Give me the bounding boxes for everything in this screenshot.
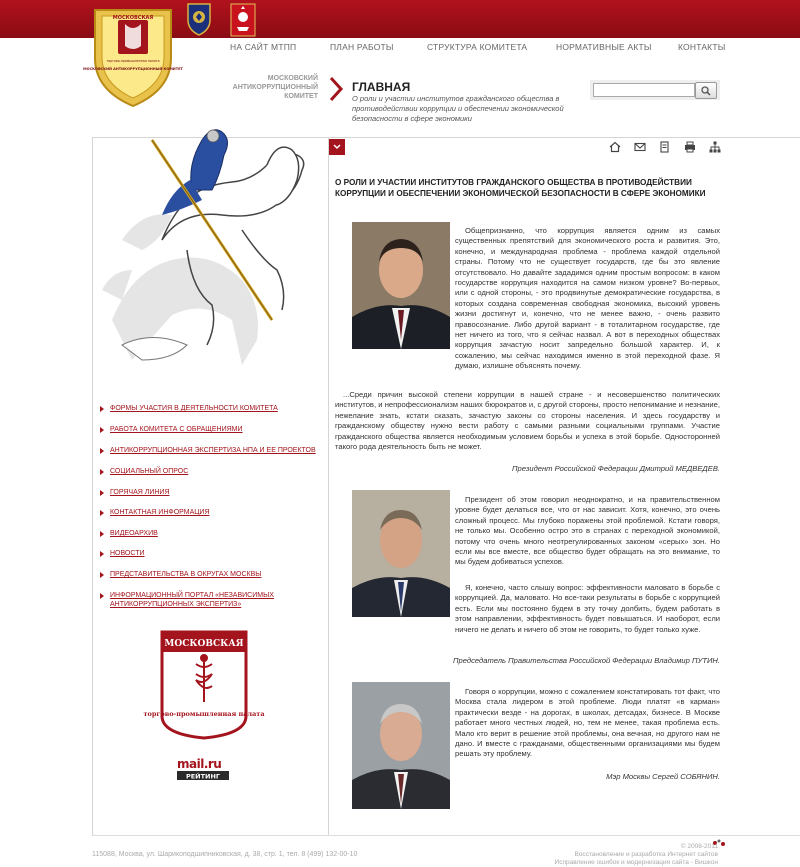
page-subtitle: О роли и участии институтов гражданского общества в противодействии коррупции и обеспечении экономической безопасности в сфере экономики <box>352 94 564 123</box>
search-panel <box>590 80 720 100</box>
committee-logo[interactable] <box>83 4 183 108</box>
footer-divider <box>92 835 800 836</box>
search-icon <box>696 83 716 98</box>
home-icon[interactable] <box>609 141 621 153</box>
sidebar-item-contacts[interactable]: КОНТАКТНАЯ ИНФОРМАЦИЯ <box>100 508 320 517</box>
nav-item-plan[interactable]: ПЛАН РАБОТЫ <box>330 42 394 52</box>
signature-medvedev: Президент Российской Федерации Дмитрий МЕДВЕДЕВ. <box>511 464 720 473</box>
nav-item-contacts[interactable]: КОНТАКТЫ <box>678 42 726 52</box>
putin-photo <box>352 490 450 617</box>
search-input[interactable] <box>593 83 695 97</box>
sidebar-item-expertise[interactable]: АНТИКОРРУПЦИОННАЯ ЭКСПЕРТИЗА НПА И ЕЕ ПРОЕКТОВ <box>100 446 320 455</box>
saint-george-illustration <box>92 120 312 370</box>
toggle-button[interactable] <box>329 139 345 155</box>
moscow-emblem-icon <box>230 3 256 37</box>
chevron-icon <box>329 139 345 155</box>
sidebar-item-video[interactable]: ВИДЕОАРХИВ <box>100 529 320 538</box>
signature-putin: Председатель Правительства Российской Федерации Владимир ПУТИН. <box>453 656 720 665</box>
logo-text-top: МОСКОВСКАЯ <box>112 15 154 21</box>
cci-logo-top: МОСКОВСКАЯ <box>164 639 244 649</box>
sidebar-item-news[interactable]: НОВОСТИ <box>100 549 320 558</box>
chamber-of-commerce-logo[interactable] <box>143 630 265 740</box>
sidebar-item-districts[interactable]: ПРЕДСТАВИТЕЛЬСТВА В ОКРУГАХ МОСКВЫ <box>100 570 320 579</box>
article-paragraph-1a: Общепризнанно, что коррупция является одним из самых существенных препятствий для экономического роста и развития. Это, конечно, и международная проблема - проблема каждой отдельной страны. Потому что не существует государств, где бы это явление отсутствовало. Но давайте зададимся одним простым вопросом: в каком государстве коррупция находится на самом низком уровне? Во-первых, или с одной стороны, - это продвинутые демократические государства, в которых создана современная свободная экономика, высокий уровень жизни достигнут и, конечно, что не менее важно, - очень развито правосознание. Либо другой вариант - в тоталитарном государстве, где нет ничего из того, что я сейчас назвал. А вот в переходных обществах коррупция зачастую носит запредельно большой характер. И, к сожалению, мы сейчас находимся именно в этой переходной фазе. Я думаю, излишне объяснять почему. <box>455 226 720 371</box>
article-paragraph-4: Я, конечно, часто слышу вопрос: эффективности маловато в борьбе с коррупцией. Да, маловато. Но все-таки результаты в борьбе с коррупцией есть. Если мы постоянно будем в эту точку долбить, будем работать в этом направлении, эффективность будет повышаться. И наоборот, если ничего не делать и ничего об этом не говорить, то будет только хуже. <box>455 583 720 634</box>
nav-item-mtpp[interactable]: НА САЙТ МТПП <box>230 42 297 52</box>
article-paragraph-3: Президент об этом говорил неоднократно, и на правительственном уровне будет делаться все, что от нас зависит. Хотя, конечно, это очень сложный процесс. Мы глубоко поражены этой проблемой. Кстати говоря, не только мы. Особенно остро это в странах с переходной экономикой, потому что очень много неотрегулированных законом «серых» зон. Но если мы все вместе, все общество будет обращать на это внимание, то мы будем добиваться успехов. <box>455 495 720 567</box>
title-arrow-icon <box>329 76 343 102</box>
mailru-rating-badge[interactable] <box>175 755 231 781</box>
logo-text-mid: торгово-промышленная палата <box>106 59 160 63</box>
sidebar-item-portal[interactable]: ИНФОРМАЦИОННЫЙ ПОРТАЛ «НЕЗАВИСИМЫХ АНТИКОРРУПЦИОННЫХ ЭКСПЕРТИЗ» <box>100 591 320 609</box>
logo-text-bottom: МОСКОВСКИЙ АНТИКОРРУПЦИОННЫЙ КОМИТЕТ <box>83 67 183 71</box>
article-paragraph-5: Говоря о коррупции, можно с сожалением констатировать тот факт, что Москва стала лидером в этой проблеме. Люди платят «в карман» практически везде - на дорогах, в школах, детсадах, бизнесе. В Москве работает много честных людей, но, тем не менее, такая проблема есть. Мало кто верит в решение этой проблемы, она вечная, но другого нам не дано. И вместе с гражданами, общественными организациями мы будем решать эту проблему. <box>455 687 720 759</box>
signature-sobyanin: Мэр Москвы Сергей СОБЯНИН. <box>606 772 720 781</box>
article-title: О РОЛИ И УЧАСТИИ ИНСТИТУТОВ ГРАЖДАНСКОГО ОБЩЕСТВА В ПРОТИВОДЕЙСТВИИ КОРРУПЦИИ И ОБЕСПЕЧЕНИИ ЭКОНОМИЧЕСКОЙ БЕЗОПАСНОСТИ В СФЕРЕ ЭКОНОМИКИ <box>335 178 706 198</box>
article-paragraph-2: ...Среди причин высокой степени коррупции в нашей стране - и несовершенство политических институтов, и непрофессионализм наших бюрократов и, с другой стороны, просто непонимание и незнание, нежелание знать, кстати сказать, зачастую законы со стороны населения. И здесь государству и гражданскому обществу нужно вести работу с самыми разными социальными группами. Участие гражданского общества является необходимым условием борьбы и успеха в этой борьбе. Односторонней такого рода деятельность быть не может. <box>335 390 720 452</box>
footer-address: 115088, Москва, ул. Шарикоподшипниковская, д. 38, стр. 1, тел. 8 (499) 132-00-10 <box>92 851 358 858</box>
sidebar-item-appeals[interactable]: РАБОТА КОМИТЕТА С ОБРАЩЕНИЯМИ <box>100 425 320 434</box>
sidebar-item-hotline[interactable]: ГОРЯЧАЯ ЛИНИЯ <box>100 488 320 497</box>
page-title: ГЛАВНАЯ <box>352 80 411 94</box>
sitemap-icon[interactable] <box>709 141 721 153</box>
nav-item-acts[interactable]: НОРМАТИВНЫЕ АКТЫ <box>556 42 652 52</box>
footer-copyright: © 2008-2011 <box>680 843 718 850</box>
footer-dev-link[interactable]: Восстановление и разработка Интернет сайтов <box>574 851 718 858</box>
org-title: МОСКОВСКИЙ АНТИКОРРУПЦИОННЫЙ КОМИТЕТ <box>232 75 318 100</box>
security-emblem-icon <box>186 2 212 36</box>
rating-label: РЕЙТИНГ <box>185 772 221 781</box>
footer-credits <box>555 843 718 867</box>
sidebar-item-survey[interactable]: СОЦИАЛЬНЫЙ ОПРОС <box>100 467 320 476</box>
cci-logo-bottom: торгово-промышленная палата <box>143 710 265 718</box>
print-preview-icon[interactable] <box>659 141 671 153</box>
nav-item-structure[interactable]: СТРУКТУРА КОМИТЕТА <box>427 42 528 52</box>
search-button[interactable] <box>695 82 717 99</box>
sobyanin-photo <box>352 682 450 809</box>
sidebar-item-forms[interactable]: ФОРМЫ УЧАСТИЯ В ДЕЯТЕЛЬНОСТИ КОМИТЕТА <box>100 404 320 413</box>
print-icon[interactable] <box>684 141 696 153</box>
footer-fix-link[interactable]: Исправление ошибок и модернизация сайта - Вишкон <box>554 859 718 866</box>
mail-icon[interactable] <box>634 141 646 153</box>
medvedev-photo <box>352 222 450 349</box>
rating-brand: mail.ru <box>177 757 222 771</box>
